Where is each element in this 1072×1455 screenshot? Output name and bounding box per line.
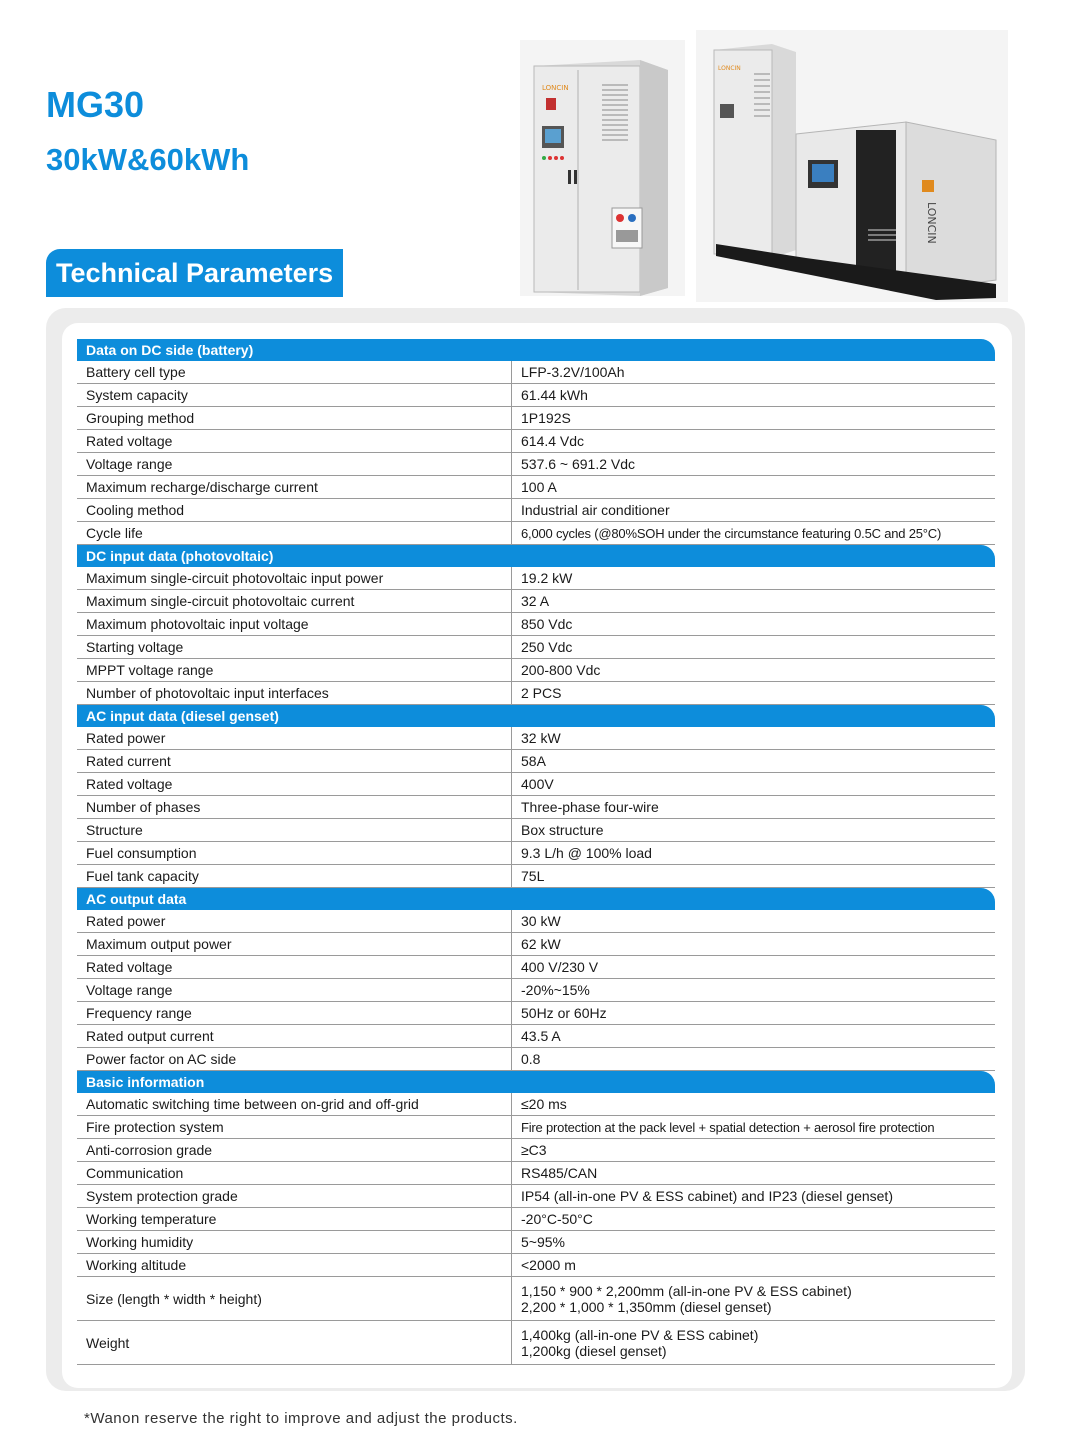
table-row xyxy=(77,750,995,773)
section-header: AC output data xyxy=(77,888,995,910)
table-row xyxy=(77,613,995,636)
table-row xyxy=(77,636,995,659)
table-row xyxy=(77,522,995,545)
param-value-line: 30 kW xyxy=(521,913,561,929)
param-value xyxy=(512,590,995,612)
param-label: Number of phases xyxy=(77,796,512,818)
param-label: Rated voltage xyxy=(77,430,512,452)
table-row xyxy=(77,819,995,842)
param-value xyxy=(512,430,995,452)
param-label: Working humidity xyxy=(77,1231,512,1253)
param-label: Battery cell type xyxy=(77,361,512,383)
table-row xyxy=(77,1321,995,1365)
table-row xyxy=(77,1048,995,1071)
param-value-line: 19.2 kW xyxy=(521,570,573,586)
table-row xyxy=(77,430,995,453)
param-label: Cooling method xyxy=(77,499,512,521)
table-row xyxy=(77,384,995,407)
param-value xyxy=(512,499,995,521)
param-value-line: 1,200kg (diesel genset) xyxy=(521,1342,667,1359)
param-value xyxy=(512,567,995,589)
table-row xyxy=(77,1139,995,1162)
cabinet-product-image xyxy=(520,40,685,296)
param-label: Working temperature xyxy=(77,1208,512,1230)
param-value xyxy=(512,773,995,795)
param-value-line: 100 A xyxy=(521,479,557,495)
param-value xyxy=(512,1025,995,1047)
param-value xyxy=(512,750,995,772)
param-value xyxy=(512,865,995,887)
table-row xyxy=(77,1208,995,1231)
param-label: System protection grade xyxy=(77,1185,512,1207)
table-row xyxy=(77,1162,995,1185)
param-label: Voltage range xyxy=(77,979,512,1001)
param-label: MPPT voltage range xyxy=(77,659,512,681)
param-label: Power factor on AC side xyxy=(77,1048,512,1070)
table-row xyxy=(77,842,995,865)
param-value xyxy=(512,1048,995,1070)
param-label: Maximum output power xyxy=(77,933,512,955)
param-value-line: 2 PCS xyxy=(521,685,562,701)
spec-table xyxy=(77,339,995,1365)
param-value-line: -20%~15% xyxy=(521,982,590,998)
table-row xyxy=(77,407,995,430)
param-value-line: RS485/CAN xyxy=(521,1165,598,1181)
param-label: Rated power xyxy=(77,727,512,749)
param-value-line: 50Hz or 60Hz xyxy=(521,1005,607,1021)
param-label: Anti-corrosion grade xyxy=(77,1139,512,1161)
param-value xyxy=(512,1231,995,1253)
param-label: Weight xyxy=(77,1321,512,1364)
param-value xyxy=(512,1116,995,1138)
param-value-line: 614.4 Vdc xyxy=(521,433,585,449)
param-label: Cycle life xyxy=(77,522,512,544)
table-row xyxy=(77,1116,995,1139)
param-value xyxy=(512,1185,995,1207)
param-value-line: 0.8 xyxy=(521,1051,541,1067)
param-value xyxy=(512,659,995,681)
genset-brand-logo: LONCIN xyxy=(925,202,938,244)
param-label: Structure xyxy=(77,819,512,841)
genset-product-image xyxy=(696,30,1008,302)
param-value xyxy=(512,842,995,864)
param-label: Frequency range xyxy=(77,1002,512,1024)
param-value-line: 1,400kg (all-in-one PV & ESS cabinet) xyxy=(521,1326,759,1343)
param-value-line: 537.6 ~ 691.2 Vdc xyxy=(521,456,636,472)
param-value-line: 75L xyxy=(521,868,545,884)
param-value xyxy=(512,1254,995,1276)
param-value-line: 1,150 * 900 * 2,200mm (all-in-one PV & ESS cabinet) xyxy=(521,1282,852,1299)
param-label: Rated voltage xyxy=(77,956,512,978)
param-label: Grouping method xyxy=(77,407,512,429)
table-row xyxy=(77,476,995,499)
table-row xyxy=(77,499,995,522)
table-row xyxy=(77,361,995,384)
param-value xyxy=(512,636,995,658)
table-row xyxy=(77,956,995,979)
param-label: Fuel tank capacity xyxy=(77,865,512,887)
table-row xyxy=(77,773,995,796)
param-value-line: 43.5 A xyxy=(521,1028,561,1044)
param-value xyxy=(512,1139,995,1161)
param-value-line: 400V xyxy=(521,776,554,792)
param-value-line: Box structure xyxy=(521,822,604,838)
param-label: Rated current xyxy=(77,750,512,772)
param-label: Starting voltage xyxy=(77,636,512,658)
param-value xyxy=(512,1321,995,1364)
param-value xyxy=(512,1093,995,1115)
param-value xyxy=(512,1002,995,1024)
table-row xyxy=(77,1002,995,1025)
param-value-line: 400 V/230 V xyxy=(521,959,599,975)
param-value xyxy=(512,727,995,749)
genset-cabinet-brand-logo: LONCIN xyxy=(718,65,741,72)
param-value-line: 32 kW xyxy=(521,730,561,746)
param-label: System capacity xyxy=(77,384,512,406)
param-label: Rated power xyxy=(77,910,512,932)
param-value xyxy=(512,476,995,498)
param-value xyxy=(512,819,995,841)
param-label: Maximum recharge/discharge current xyxy=(77,476,512,498)
param-value xyxy=(512,682,995,704)
param-value-line: IP54 (all-in-one PV & ESS cabinet) and IP23 (diesel genset) xyxy=(521,1188,893,1204)
section-header: AC input data (diesel genset) xyxy=(77,705,995,727)
table-row xyxy=(77,590,995,613)
param-value-line: 5~95% xyxy=(521,1234,565,1250)
param-label: Rated voltage xyxy=(77,773,512,795)
param-value-line: 250 Vdc xyxy=(521,639,573,655)
param-value xyxy=(512,1208,995,1230)
param-value-line: 62 kW xyxy=(521,936,561,952)
param-value xyxy=(512,384,995,406)
param-value-line: 6,000 cycles (@80%SOH under the circumstance featuring 0.5C and 25°C) xyxy=(521,525,942,541)
table-row xyxy=(77,567,995,590)
param-label: Size (length * width * height) xyxy=(77,1277,512,1320)
param-value-line: LFP-3.2V/100Ah xyxy=(521,364,625,380)
param-value-line: 2,200 * 1,000 * 1,350mm (diesel genset) xyxy=(521,1298,772,1315)
param-value-line: ≥C3 xyxy=(521,1142,547,1158)
param-value-line: -20°C-50°C xyxy=(521,1211,593,1227)
param-label: Fuel consumption xyxy=(77,842,512,864)
param-value xyxy=(512,407,995,429)
param-label: Maximum single-circuit photovoltaic current xyxy=(77,590,512,612)
param-value xyxy=(512,1162,995,1184)
param-value-line: ≤20 ms xyxy=(521,1096,567,1112)
table-row xyxy=(77,1277,995,1321)
param-value-line: 1P192S xyxy=(521,410,571,426)
table-row xyxy=(77,1093,995,1116)
section-badge: Technical Parameters xyxy=(46,249,343,297)
param-value-line: Three-phase four-wire xyxy=(521,799,659,815)
param-label: Communication xyxy=(77,1162,512,1184)
section-header: Basic information xyxy=(77,1071,995,1093)
table-row xyxy=(77,1231,995,1254)
table-row xyxy=(77,796,995,819)
table-row xyxy=(77,1025,995,1048)
param-value xyxy=(512,361,995,383)
table-row xyxy=(77,865,995,888)
param-value xyxy=(512,613,995,635)
param-label: Voltage range xyxy=(77,453,512,475)
table-row xyxy=(77,910,995,933)
table-row xyxy=(77,1254,995,1277)
param-value-line: 9.3 L/h @ 100% load xyxy=(521,845,652,861)
table-row xyxy=(77,682,995,705)
param-value-line: 61.44 kWh xyxy=(521,387,588,403)
param-value-line: 58A xyxy=(521,753,546,769)
table-row xyxy=(77,453,995,476)
param-value xyxy=(512,796,995,818)
param-label: Rated output current xyxy=(77,1025,512,1047)
param-label: Maximum photovoltaic input voltage xyxy=(77,613,512,635)
param-value-line: 200-800 Vdc xyxy=(521,662,601,678)
param-value-line: 850 Vdc xyxy=(521,616,573,632)
param-value-line: Industrial air conditioner xyxy=(521,502,670,518)
param-value-line: 32 A xyxy=(521,593,550,609)
param-value xyxy=(512,1277,995,1320)
param-label: Number of photovoltaic input interfaces xyxy=(77,682,512,704)
param-value xyxy=(512,522,995,544)
footnote: *Wanon reserve the right to improve and adjust the products. xyxy=(84,1410,518,1427)
table-row xyxy=(77,979,995,1002)
param-value xyxy=(512,453,995,475)
table-row xyxy=(77,727,995,750)
section-header: DC input data (photovoltaic) xyxy=(77,545,995,567)
param-label: Maximum single-circuit photovoltaic input power xyxy=(77,567,512,589)
table-row xyxy=(77,1185,995,1208)
section-header: Data on DC side (battery) xyxy=(77,339,995,361)
param-value xyxy=(512,956,995,978)
page-title: MG30 xyxy=(46,84,145,125)
param-value-line: <2000 m xyxy=(521,1257,576,1273)
param-label: Automatic switching time between on-grid and off-grid xyxy=(77,1093,512,1115)
page-subtitle: 30kW&60kWh xyxy=(46,142,250,177)
cabinet-brand-logo: LONCIN xyxy=(542,84,569,92)
param-value-line: Fire protection at the pack level + spatial detection + aerosol fire protection xyxy=(521,1119,935,1135)
param-value xyxy=(512,979,995,1001)
param-value xyxy=(512,933,995,955)
param-label: Fire protection system xyxy=(77,1116,512,1138)
table-row xyxy=(77,659,995,682)
param-label: Working altitude xyxy=(77,1254,512,1276)
param-value xyxy=(512,910,995,932)
table-row xyxy=(77,933,995,956)
